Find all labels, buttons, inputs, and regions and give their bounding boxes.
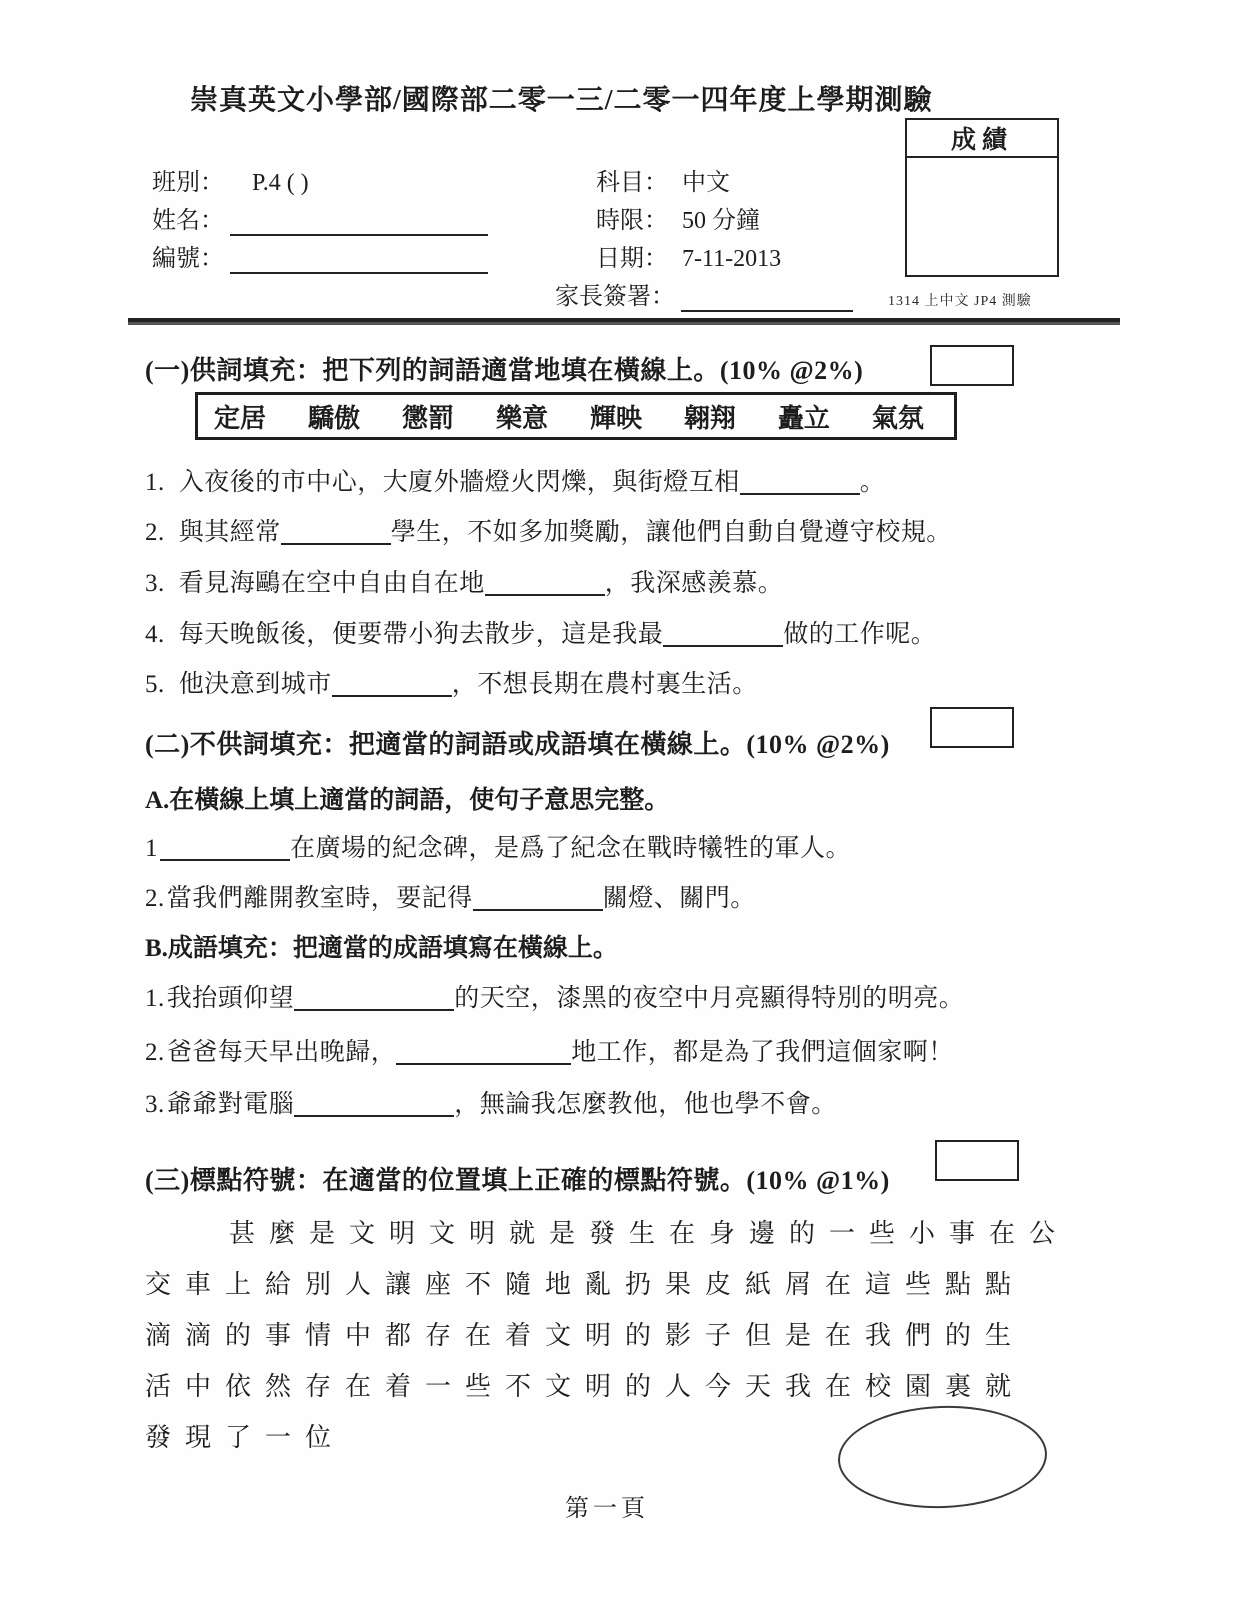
question-number: 1. — [145, 985, 165, 1012]
section2-part-b-heading: B.成語填充：把適當的成語填寫在橫線上。 — [145, 935, 618, 962]
paragraph-line: 活中依然存在着一些不文明的人今天我在校園裏就 — [145, 1372, 1026, 1401]
time-limit-label: 時限： — [596, 208, 668, 234]
parent-signature-label: 家長簽署： — [555, 284, 675, 310]
question-text-post: 。 — [859, 469, 886, 496]
date-label: 日期： — [596, 246, 668, 272]
question-text-pre: 爸爸每天早出晚歸， — [166, 1039, 397, 1066]
word-bank-item: 矗立 — [777, 403, 830, 433]
number-blank — [230, 246, 488, 274]
name-row — [152, 200, 488, 236]
question-number: 1 — [145, 835, 158, 862]
answer-blank — [663, 620, 783, 647]
section2-score-box — [930, 707, 1014, 748]
section2-part-a-heading: A.在橫線上填上適當的詞語，使句子意思完整。 — [145, 787, 670, 814]
number-row — [152, 238, 488, 274]
answer-blank — [485, 569, 605, 596]
s1-question-4 — [145, 614, 936, 650]
name-label: 姓名： — [152, 208, 224, 234]
question-text-pre: 他決意到城市 — [178, 671, 332, 698]
s1-question-2 — [145, 512, 952, 548]
question-number: 3. — [145, 1091, 165, 1118]
time-limit-value: 50 分鐘 — [682, 208, 760, 234]
question-number: 4. — [145, 621, 165, 648]
question-text-post: ，我深感羨慕。 — [604, 570, 784, 597]
section2-heading: (二)不供詞填充：把適當的詞語或成語填在橫線上。(10% @2%) — [145, 730, 890, 759]
s1-question-5 — [145, 664, 758, 700]
question-text-pre: 與其經常 — [178, 519, 281, 546]
s2a-question-1 — [145, 828, 851, 864]
question-text-post: ，無論我怎麼教他，他也學不會。 — [454, 1091, 837, 1118]
date-row — [596, 238, 781, 273]
question-text-post: 學生，不如多加獎勵，讓他們自動自覺遵守校規。 — [390, 519, 952, 546]
word-bank-item: 翱翔 — [683, 403, 736, 433]
answer-blank — [281, 518, 391, 545]
class-row — [152, 162, 309, 197]
question-number: 2. — [145, 519, 165, 546]
answer-blank — [294, 984, 454, 1011]
answer-blank — [160, 834, 290, 861]
grade-box — [905, 118, 1059, 277]
section1-heading: (一)供詞填充：把下列的詞語適當地填在橫線上。(10% @2%) — [145, 356, 864, 385]
time-limit-row — [596, 200, 760, 235]
question-text-pre: 當我們離開教室時，要記得 — [166, 885, 473, 912]
header-divider — [128, 318, 1120, 322]
name-blank — [230, 208, 488, 236]
form-code: 1314 上中文 JP4 測驗 — [888, 294, 1032, 309]
question-text-post: 關燈、關門。 — [602, 885, 756, 912]
question-number: 5. — [145, 671, 165, 698]
class-label: 班別： — [152, 170, 224, 196]
s1-question-1 — [145, 462, 885, 498]
word-bank-item: 定居 — [214, 403, 267, 433]
subject-label: 科目： — [596, 170, 668, 196]
s1-question-3 — [145, 563, 783, 599]
paragraph-line: 發現了一位 — [145, 1423, 346, 1452]
exam-title: 崇真英文小學部/國際部二零一三/二零一四年度上學期測驗 — [190, 85, 933, 116]
parent-signature-blank — [681, 284, 853, 312]
date-value: 7-11-2013 — [682, 246, 782, 272]
class-value: P.4 ( ) — [252, 170, 309, 196]
question-number: 2. — [145, 1039, 165, 1066]
word-bank — [195, 392, 957, 440]
question-text-pre: 入夜後的市中心，大廈外牆燈火閃爍，與街燈互相 — [178, 469, 740, 496]
s2b-question-1 — [145, 978, 964, 1014]
question-text-post: 地工作，都是為了我們這個家啊！ — [571, 1039, 954, 1066]
grade-box-label: 成績 — [907, 120, 1057, 158]
s2b-question-3 — [145, 1084, 837, 1120]
section3-score-box — [935, 1140, 1019, 1181]
question-number: 1. — [145, 469, 165, 496]
subject-value: 中文 — [682, 170, 730, 196]
answer-blank — [332, 670, 452, 697]
question-number: 3. — [145, 570, 165, 597]
question-text-pre: 看見海鷗在空中自由自在地 — [178, 570, 485, 597]
question-text-pre: 我抬頭仰望 — [166, 985, 295, 1012]
question-number: 2. — [145, 885, 165, 912]
section3-heading: (三)標點符號：在適當的位置填上正確的標點符號。(10% @1%) — [145, 1166, 890, 1195]
question-text-post: 在廣場的紀念碑，是爲了紀念在戰時犧牲的軍人。 — [290, 835, 852, 862]
word-bank-item: 樂意 — [495, 403, 548, 433]
word-bank-item: 驕傲 — [307, 403, 360, 433]
question-text-post: ，不想長期在農村裏生活。 — [451, 671, 758, 698]
answer-blank — [396, 1038, 571, 1065]
paragraph-line: 甚麼是文明文明就是發生在身邊的一些小事在公 — [229, 1219, 1070, 1248]
paragraph-line: 交車上給別人讓座不隨地亂扔果皮紙屑在這些點點 — [145, 1270, 1026, 1299]
paragraph-line: 滴滴的事情中都存在着文明的影子但是在我們的生 — [145, 1321, 1026, 1350]
answer-blank — [473, 884, 603, 911]
s2b-question-2 — [145, 1032, 954, 1068]
question-text-pre: 每天晚飯後，便要帶小狗去散步，這是我最 — [178, 621, 664, 648]
question-text-post: 做的工作呢。 — [783, 621, 937, 648]
question-text-pre: 爺爺對電腦 — [166, 1091, 295, 1118]
s2a-question-2 — [145, 878, 756, 914]
page-number: 第一頁 — [565, 1496, 649, 1522]
word-bank-item: 懲罰 — [401, 403, 454, 433]
answer-blank — [294, 1090, 454, 1117]
section1-score-box — [930, 345, 1014, 386]
word-bank-item: 氣氛 — [871, 403, 924, 433]
parent-signature-row — [555, 276, 853, 312]
question-text-post: 的天空，漆黑的夜空中月亮顯得特別的明亮。 — [454, 985, 965, 1012]
word-bank-item: 輝映 — [589, 403, 642, 433]
subject-row — [596, 162, 730, 197]
answer-blank — [740, 468, 860, 495]
number-label: 編號： — [152, 246, 224, 272]
